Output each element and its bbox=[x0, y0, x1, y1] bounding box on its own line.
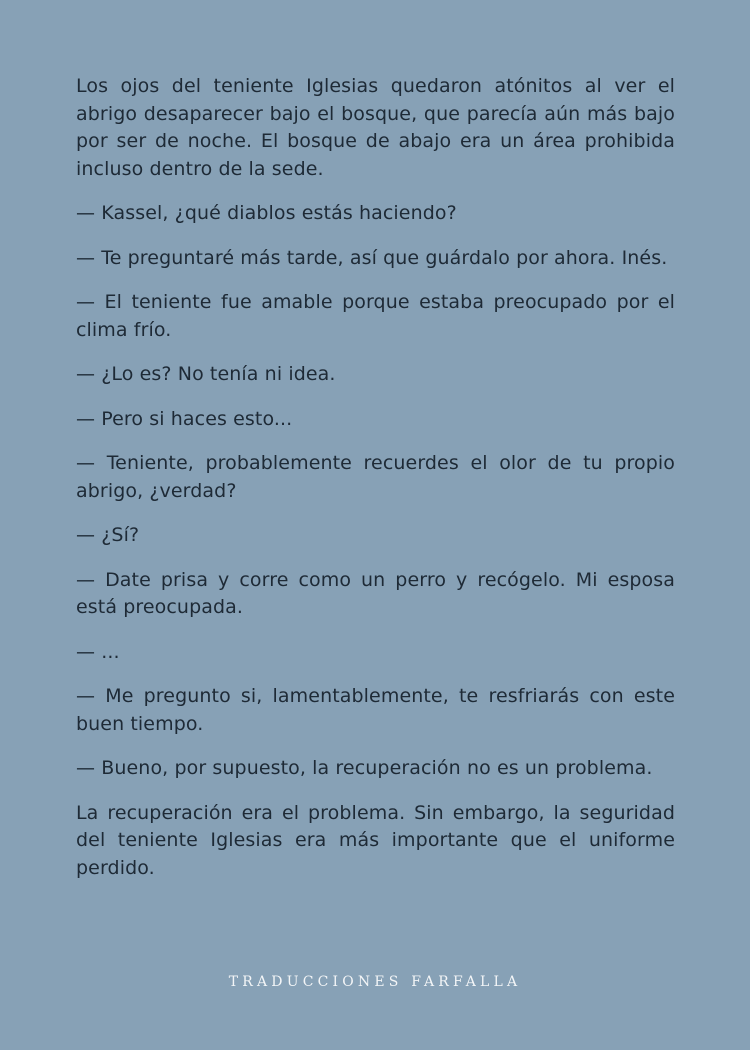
paragraph: Los ojos del teniente Iglesias quedaron atónitos al ver el abrigo desaparecer bajo el bosque, que parecía aún más bajo por ser de noche. El bosque de abajo era un área prohibida incluso dentro de la sede. bbox=[76, 75, 675, 180]
dialogue-line: — Kassel, ¿qué diablos estás haciendo? bbox=[76, 202, 457, 224]
page-body bbox=[76, 73, 675, 899]
dialogue-line: — ¿Sí? bbox=[76, 524, 140, 546]
dialogue-line: — Teniente, probablemente recuerdes el olor de tu propio abrigo, ¿verdad? bbox=[76, 452, 675, 502]
dialogue-line: — Pero si haces esto... bbox=[76, 407, 293, 430]
dialogue-line: — El teniente fue amable porque estaba preocupado por el clima frío. bbox=[76, 291, 675, 341]
dialogue-line: — Bueno, por supuesto, la recuperación no es un problema. bbox=[76, 757, 653, 779]
dialogue-line: — Me pregunto si, lamentablemente, te resfriarás con este buen tiempo. bbox=[76, 685, 675, 735]
dialogue-line: — Te preguntaré más tarde, así que guárdalo por ahora. Inés. bbox=[76, 246, 668, 269]
dialogue-line: — Date prisa y corre como un perro y recógelo. Mi esposa está preocupada. bbox=[76, 568, 675, 618]
footer-credit: TRADUCCIONES FARFALLA bbox=[228, 974, 522, 990]
dialogue-line: — ¿Lo es? No tenía ni idea. bbox=[76, 363, 336, 385]
paragraph: La recuperación era el problema. Sin embargo, la seguridad del teniente Iglesias era más importante que el uniforme perdido. bbox=[76, 801, 675, 879]
dialogue-line: — ... bbox=[76, 640, 120, 663]
